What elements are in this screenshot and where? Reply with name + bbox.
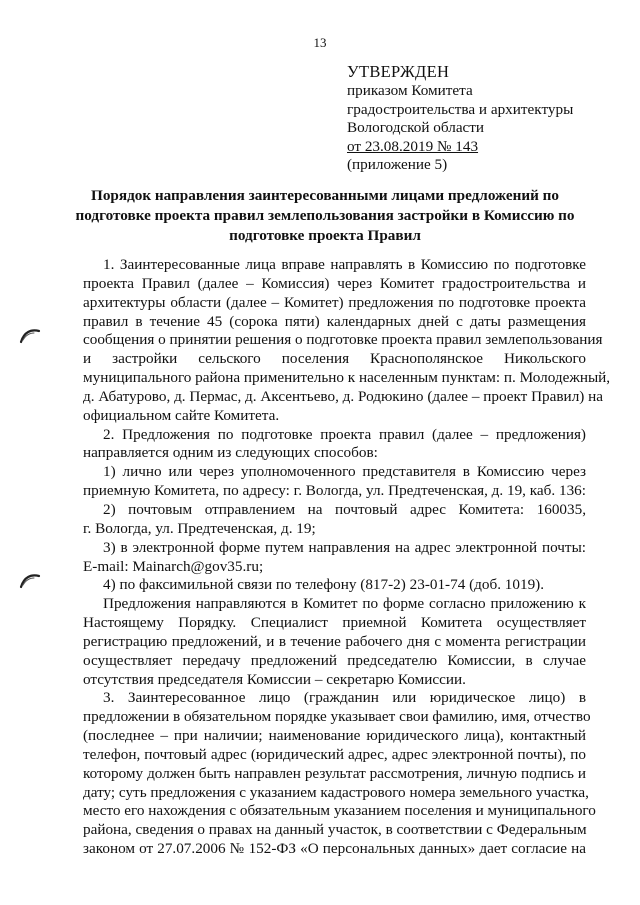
approval-order-number: от 23.08.2019 № 143: [347, 137, 479, 155]
body-line: г. Вологда, ул. Предтеченская, д. 19;: [83, 519, 316, 537]
title-line: подготовке проекта Правил: [229, 227, 421, 244]
hole-punch-mark-icon: [19, 327, 41, 347]
body-line: осуществляет передачу предложений председателю Комиссии, в случае: [83, 651, 586, 669]
body-line: сообщения о принятии решения о подготовке проекта правил землепользования: [83, 331, 603, 349]
body-line: Настоящему Порядку. Специалист приемной Комитета осуществляет: [83, 614, 586, 632]
approval-line-3: Вологодской области: [347, 119, 485, 137]
approval-line-1: приказом Комитета: [347, 82, 473, 99]
body-line: 2) почтовым отправлением на почтовый адрес Комитета: 160035,: [103, 500, 586, 518]
body-line: телефон, почтовый адрес (юридический адрес, адрес электронной почты), по: [83, 745, 586, 763]
body-line: направляется одним из следующих способов:: [83, 444, 378, 462]
title-line: Порядок направления заинтересованными лицами предложений по: [91, 187, 559, 204]
body-line: д. Абатурово, д. Пермас, д. Аксентьево, д. Родюкино (далее – проект Правил) на: [83, 387, 603, 405]
page-number: 13: [313, 35, 327, 50]
body-line: 1) лично или через уполномоченного представителя в Комиссию через: [103, 463, 586, 481]
body-line: дату; суть предложения с указанием кадастрового номера земельного участка,: [83, 783, 589, 801]
title-line: подготовке проекта правил землепользования застройки в Комиссию по: [75, 207, 575, 224]
body-line: приемную Комитета, по адресу: г. Вологда, ул. Предтеченская, д. 19, каб. 136:: [83, 482, 586, 500]
body-line: (последнее – при наличии; наименование юридического лица), контактный: [83, 727, 586, 745]
body-line: которому должен быть направлен результат рассмотрения, личную подпись и: [83, 764, 586, 782]
body-line: отсутствия председателя Комиссии – секретарю Комиссии.: [83, 670, 466, 688]
body-line: Предложения направляются в Комитет по форме согласно приложению к: [103, 595, 586, 613]
body-line: 3) в электронной форме путем направления на адрес электронной почты:: [103, 538, 586, 556]
approval-heading: УТВЕРЖДЕН: [347, 62, 450, 81]
body-line: проекта Правил (далее – Комиссия) через Комитет градостроительства и: [83, 274, 586, 292]
document-title: [62, 186, 588, 246]
body-line: официальном сайте Комитета.: [83, 406, 280, 424]
body-line: законом от 27.07.2006 № 152-ФЗ «О персональных данных» дает согласие на: [83, 840, 586, 858]
body-line: архитектуры области (далее – Комитет) предложения по подготовке проекта: [83, 293, 586, 311]
document-body: [83, 256, 611, 859]
hole-punch-mark-icon: [19, 572, 41, 592]
body-line: правил в течение 45 (сорока пяти) календарных дней с даты размещения: [83, 312, 586, 330]
body-line: 4) по факсимильной связи по телефону (817-2) 23-01-74 (доб. 1019).: [103, 576, 545, 594]
body-line: место его нахождения с обязательным указанием поселения и муниципального: [83, 802, 596, 820]
approval-block: [347, 62, 573, 175]
approval-line-2: градостроительства и архитектуры: [347, 100, 574, 118]
body-line: 1. Заинтересованные лица вправе направлять в Комиссию по подготовке: [103, 256, 586, 273]
body-line: муниципального района применительно к населенным пунктам: п. Молодежный,: [83, 369, 611, 387]
approval-appendix: (приложение 5): [347, 156, 448, 174]
body-line: 2. Предложения по подготовке проекта правил (далее – предложения): [103, 425, 586, 443]
body-line: района, сведения о правах на данный участок, в соответствии с Федеральным: [83, 821, 587, 839]
body-line: E-mail: Mainarch@gov35.ru;: [83, 557, 264, 575]
body-line: и застройки сельского поселения Краснополянское Никольского: [83, 350, 586, 368]
body-line: регистрацию предложений, и в течение рабочего дня с момента регистрации: [83, 632, 586, 650]
body-line: предложении в обязательном порядке указывает свои фамилию, имя, отчество: [83, 708, 591, 726]
body-line: 3. Заинтересованное лицо (гражданин или юридическое лицо) в: [103, 689, 586, 707]
